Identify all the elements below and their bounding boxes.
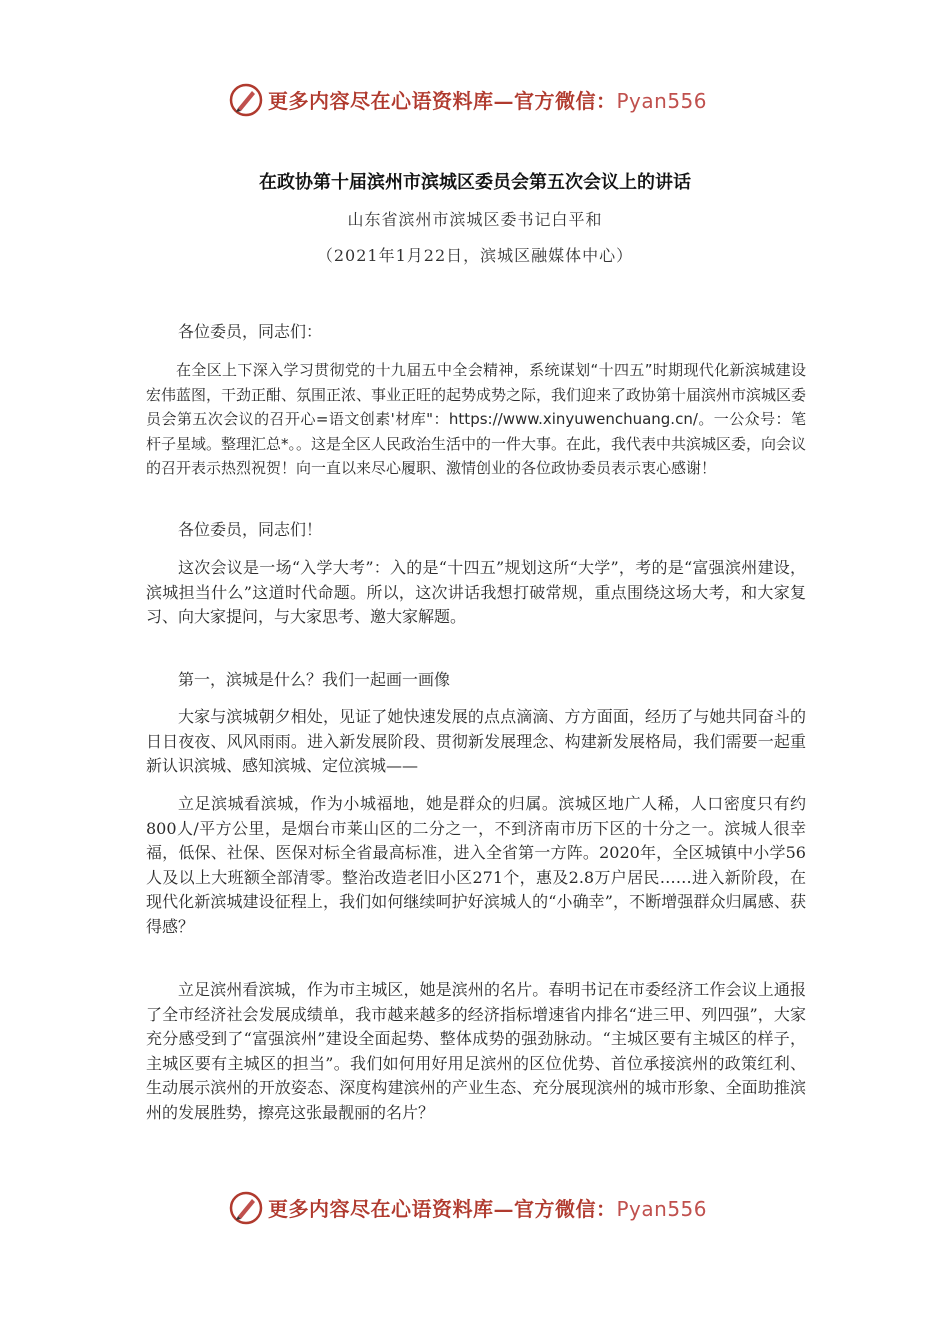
local-block [146,792,806,939]
city-paragraph: 立足滨州看滨城，作为市主城区，她是滨州的名片。春明书记在市委经济工作会议上通报了全市经济社会发展成绩单，我市越来越多的经济指标增速省内排名“进三甲、列四强”，大家充分感受到了“富强滨州”建设全面起势、整体成势的强劲脉动。“主城区要有主城区的样子，主城区要有主城区的担当”。我们如何用好用足滨州的区位优势、首位承接滨州的政策红利、生动展示滨州的开放姿态、深度构建滨州的产业生态、充分展现滨州的城市形象、全面助推滨州的发展胜势，擦亮这张最靓丽的名片？ [146,980,806,1122]
document-title: 在政协第十届滨州市滨城区委员会第五次会议上的讲话 [259,172,691,193]
banner-text: 更多内容尽在心语资料库—官方微信： [268,1197,617,1221]
together-paragraph: 大家与滨城朝夕相处，见证了她快速发展的点点滴滴、方方面面，经历了与她共同奋斗的日日夜夜、风风雨雨。进入新发展阶段、贯彻新发展理念、构建新发展格局，我们需要一起重新认识滨城、感知滨城、定位滨城—— [146,707,806,775]
banner-label [268,1196,707,1222]
pen-logo-icon [228,1190,264,1226]
greeting-paragraph: 各位委员，同志们： [178,322,323,341]
greeting2-block [146,518,806,543]
intro-paragraph: 在全区上下深入学习贯彻党的十九届五中全会精神，系统谋划“十四五”时期现代化新滨城建设宏伟蓝图，干劲正酣、氛围正浓、事业正旺的起势成势之际，我们迎来了政协第十届滨州市滨城区委员会第五次会议的召开心=语文创素'材库"：https://www.xinyuwenchuang.cn/。一公众号：笔杆子星域。整理汇总*。。这是全区人民政治生活中的一件大事。在此，我代表中共滨城区委，向会议的召开表示热烈祝贺！向一直以来尽心履职、激情创业的各位政协委员表示衷心感谢！ [146,361,807,477]
first-heading-block [146,668,806,693]
banner-text: 更多内容尽在心语资料库—官方微信： [268,89,617,113]
pen-logo-icon [228,82,264,118]
footer-banner [0,1190,950,1230]
exam-paragraph: 这次会议是一场“入学大考”：入的是“十四五”规划这所“大学”，考的是“富强滨州建设，滨城担当什么”这道时代命题。所以，这次讲话我想打破常规，重点围绕这场大考，和大家复习、向大家提问，与大家思考、邀大家解题。 [146,558,806,626]
document-author: 山东省滨州市滨城区委书记白平和 [347,210,603,229]
section-heading-first: 第一，滨城是什么？我们一起画一画像 [178,670,451,689]
body-text [146,320,806,345]
document-dateline: （2021年1月22日，滨城区融媒体中心） [316,246,634,265]
together-block [146,705,806,779]
city-block [146,978,806,1125]
header-banner [0,82,950,122]
banner-wechat-id: Pyan556 [616,1197,708,1221]
exam-block [146,556,806,630]
banner-label [268,88,707,114]
local-paragraph: 立足滨城看滨城，作为小城福地，她是群众的归属。滨城区地广人稀，人口密度只有约800人/平方公里，是烟台市莱山区的二分之一，不到济南市历下区的十分之一。滨城人很幸福，低保、社保、医保对标全省最高标准，进入全省第一方阵。2020年，全区城镇中小学56人及以上大班额全部清零。整治改造老旧小区271个，惠及2.8万户居民……进入新阶段，在现代化新滨城建设征程上，我们如何继续呵护好滨城人的“小确幸”，不断增强群众归属感、获得感？ [146,794,806,936]
banner-wechat-id: Pyan556 [616,89,708,113]
intro-block [146,358,806,481]
greeting2-paragraph: 各位委员，同志们！ [178,520,323,539]
